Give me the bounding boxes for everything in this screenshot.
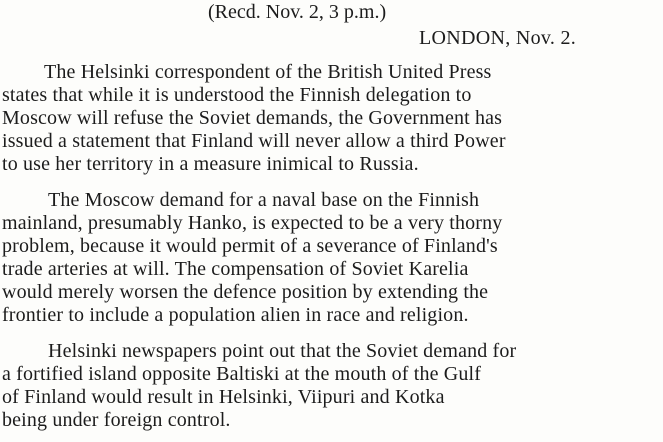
dateline: LONDON, Nov. 2. xyxy=(419,27,577,49)
paragraph-2-line-5: would merely worsen the defence position by extending the xyxy=(2,281,489,303)
paragraph-1-line-5: to use her territory in a measure inimical to Russia. xyxy=(2,153,419,175)
paragraph-3-line-2: a fortified island opposite Baltiski at the mouth of the Gulf xyxy=(2,363,482,385)
paragraph-1-line-2: states that while it is understood the Finnish delegation to xyxy=(2,84,472,106)
paragraph-1-line-1: The Helsinki correspondent of the British United Press xyxy=(44,61,492,83)
received-stamp: (Recd. Nov. 2, 3 p.m.) xyxy=(208,1,387,23)
paragraph-3-line-4: being under foreign control. xyxy=(2,409,231,431)
paragraph-1-line-3: Moscow will refuse the Soviet demands, the Government has xyxy=(2,107,503,129)
paragraph-2-line-4: trade arteries at will. The compensation of Soviet Karelia xyxy=(2,258,469,280)
paragraph-3-line-3: of Finland would result in Helsinki, Viipuri and Kotka xyxy=(2,386,445,408)
paragraph-2-line-6: frontier to include a population alien in race and religion. xyxy=(2,304,469,326)
paragraph-2-line-2: mainland, presumably Hanko, is expected to be a very thorny xyxy=(2,212,503,234)
paragraph-2-line-1: The Moscow demand for a naval base on the Finnish xyxy=(48,189,480,211)
paragraph-1-line-4: issued a statement that Finland will never allow a third Power xyxy=(2,130,506,152)
paragraph-3-line-1: Helsinki newspapers point out that the Soviet demand for xyxy=(48,340,517,362)
paragraph-2-line-3: problem, because it would permit of a severance of Finland's xyxy=(2,235,498,257)
